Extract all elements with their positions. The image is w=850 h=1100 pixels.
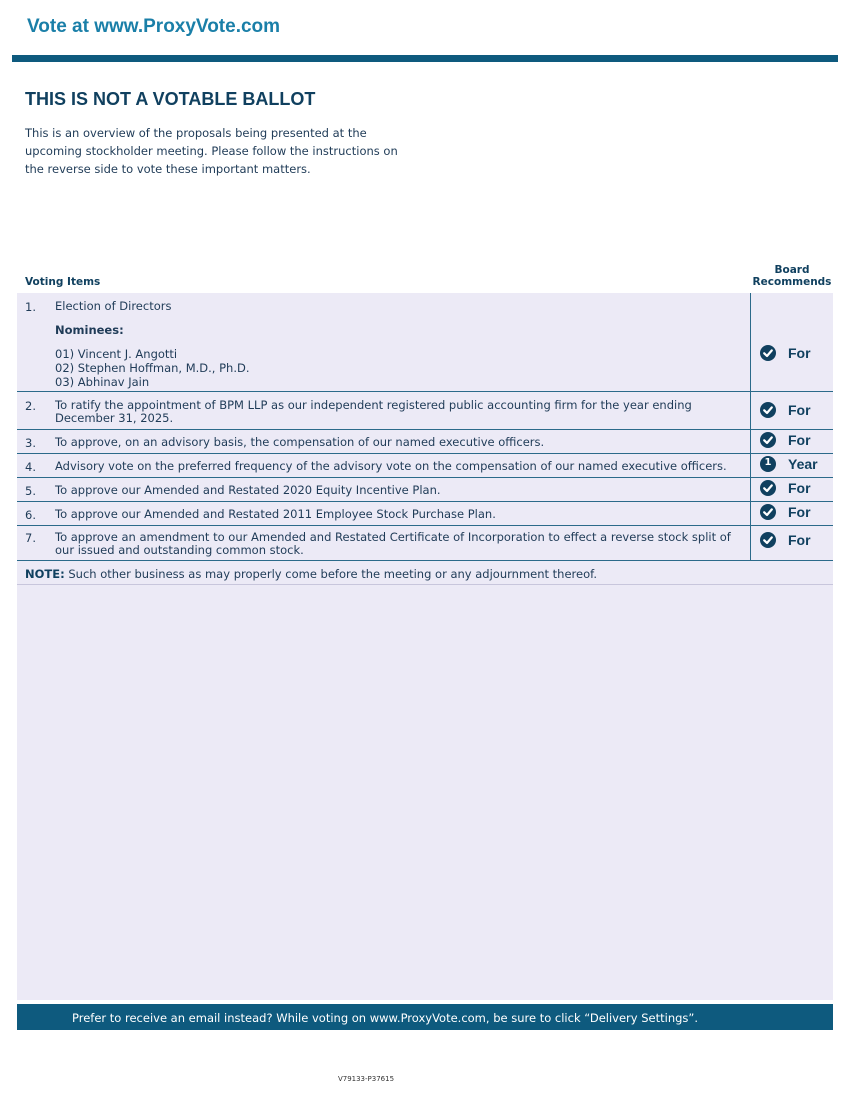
recommendation-value: Year	[788, 456, 818, 472]
board-recommendation	[750, 392, 833, 429]
item-text: To approve an amendment to our Amended and Restated Certificate of Incorporation to effect a reverse stock split of our issued and outstanding common stock.	[55, 530, 731, 557]
nominee-2: 02) Stephen Hoffman, M.D., Ph.D.	[55, 361, 250, 375]
board-recommends-header: Board Recommends	[752, 264, 832, 288]
item-text: Advisory vote on the preferred frequency of the advisory vote on the compensation of our named executive officers.	[55, 459, 727, 473]
recommendation-value: For	[788, 432, 811, 448]
item-text: To approve our Amended and Restated 2020 Equity Incentive Plan.	[55, 483, 441, 497]
item-number: 1.	[25, 300, 36, 314]
vote-at-proxyvote-header: Vote at www.ProxyVote.com	[27, 16, 281, 37]
note-text-wrap	[25, 567, 597, 581]
page-title: THIS IS NOT A VOTABLE BALLOT	[25, 89, 316, 109]
voting-item-row-4	[17, 454, 833, 478]
voting-item-row-1	[17, 293, 833, 392]
document-code: V79133-P37615	[337, 1075, 395, 1083]
voting-item-row-6	[17, 502, 833, 526]
note-label: NOTE:	[25, 567, 65, 581]
recommendation-value: For	[788, 532, 811, 548]
item-number: 3.	[25, 436, 36, 450]
voting-item-row-7	[17, 526, 833, 561]
check-circle-icon	[760, 432, 776, 448]
voting-item-row-2	[17, 392, 833, 430]
intro-paragraph: This is an overview of the proposals being presented at the upcoming stockholder meeting. Please follow the instructions on the reverse side to vote these important matters.	[25, 126, 398, 176]
item-text: To ratify the appointment of BPM LLP as our independent registered public accounting firm for the year ending December 31, 2025.	[55, 398, 692, 425]
item-number: 2.	[25, 399, 36, 413]
recommendation-value: For	[788, 504, 811, 520]
recommendation-value: For	[788, 480, 811, 496]
check-circle-icon	[760, 402, 776, 418]
note-text: Such other business as may properly come before the meeting or any adjournment thereof.	[64, 567, 597, 581]
item-text: Election of Directors	[55, 299, 172, 313]
board-recommendation	[750, 526, 833, 560]
board-recommendation	[750, 293, 833, 391]
item-number: 6.	[25, 508, 36, 522]
nominee-1: 01) Vincent J. Angotti	[55, 347, 178, 361]
board-recommendation	[750, 430, 833, 453]
email-delivery-text: Prefer to receive an email instead? While voting on www.ProxyVote.com, be sure to click “Delivery Settings”.	[72, 1011, 699, 1025]
voting-item-row-3	[17, 430, 833, 454]
check-circle-icon	[760, 532, 776, 548]
nominees-label: Nominees:	[55, 323, 124, 337]
item-text: To approve, on an advisory basis, the compensation of our named executive officers.	[55, 435, 545, 449]
board-recommendation	[750, 478, 833, 501]
email-delivery-banner	[17, 1004, 833, 1030]
board-recommendation	[750, 502, 833, 525]
recommendation-value: For	[788, 402, 811, 418]
board-recommendation	[750, 454, 833, 477]
number-one-circle-icon	[760, 456, 776, 472]
check-circle-icon	[760, 480, 776, 496]
nominee-3: 03) Abhinav Jain	[55, 375, 150, 389]
item-number: 7.	[25, 531, 36, 545]
item-text: To approve our Amended and Restated 2011 Employee Stock Purchase Plan.	[55, 507, 496, 521]
recommendation-value: For	[788, 345, 811, 361]
check-circle-icon	[760, 345, 776, 361]
voting-items-header: Voting Items	[25, 276, 101, 288]
number-one-glyph: 1	[764, 457, 772, 468]
top-divider	[12, 55, 838, 62]
item-number: 5.	[25, 484, 36, 498]
check-circle-icon	[760, 504, 776, 520]
item-number: 4.	[25, 460, 36, 474]
voting-item-row-5	[17, 478, 833, 502]
note-row	[17, 561, 833, 585]
